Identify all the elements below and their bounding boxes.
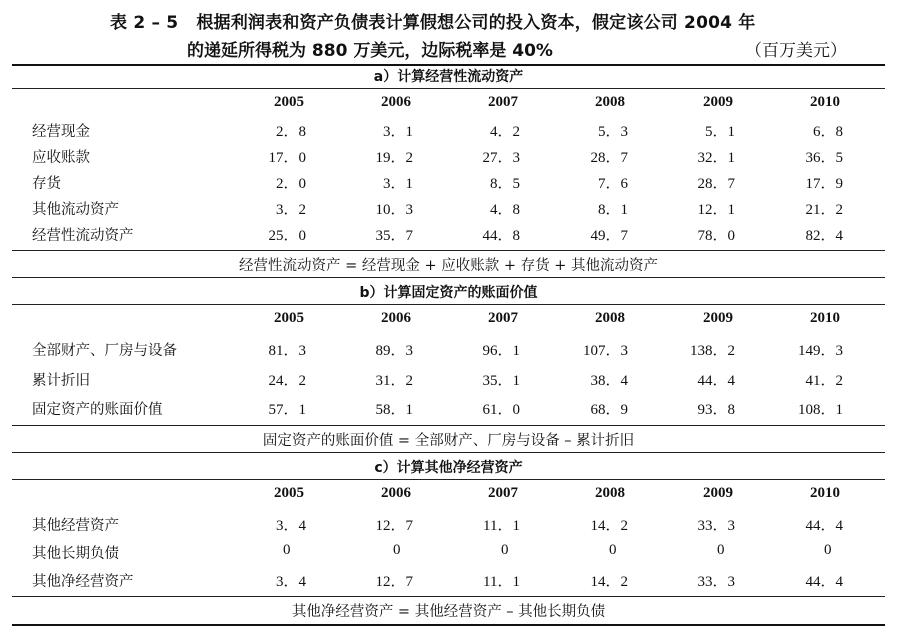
year-header-cell: 2006 (381, 94, 411, 110)
section-b-title-rule (12, 304, 885, 305)
value-cell: 7．6 (597, 176, 628, 192)
value-cell: 0 (824, 542, 832, 558)
section-a-formula: 经营性流动资产 = 经营现金 + 应收账款 + 存货 + 其他流动资产 (239, 258, 658, 274)
year-header-cell: 2009 (703, 94, 733, 110)
table-row (12, 339, 885, 361)
value-cell: 14．2 (590, 518, 628, 534)
value-cell: 149．3 (797, 343, 843, 359)
value-cell: 27．3 (482, 150, 520, 166)
section-c-top-rule (12, 452, 885, 453)
year-header-cell: 2005 (274, 94, 304, 110)
section-b-year-header (12, 310, 885, 330)
value-cell: 138．2 (689, 343, 735, 359)
value-cell: 12．1 (697, 202, 735, 218)
row-label: 累计折旧 (32, 373, 90, 389)
section-a-title-rule (12, 88, 885, 89)
row-label: 其他流动资产 (32, 202, 119, 218)
value-cell: 4．2 (489, 124, 520, 140)
year-header-cell: 2006 (381, 485, 411, 501)
value-cell: 44．8 (482, 228, 520, 244)
value-cell: 35．1 (482, 373, 520, 389)
value-cell: 36．5 (805, 150, 843, 166)
value-cell: 10．3 (375, 202, 413, 218)
year-header-cell: 2007 (488, 310, 518, 326)
value-cell: 81．3 (268, 343, 306, 359)
section-b-title: b）计算固定资产的账面价值 (359, 285, 538, 301)
section-c-title-rule (12, 479, 885, 480)
table-row (12, 542, 885, 564)
title-line-1 (110, 8, 755, 33)
value-cell: 44．4 (805, 574, 843, 590)
value-cell: 5．1 (704, 124, 735, 140)
value-cell: 6．8 (812, 124, 843, 140)
table-title (0, 6, 898, 62)
row-label: 经营现金 (32, 124, 90, 140)
table-row-total (12, 224, 885, 246)
value-cell: 3．2 (275, 202, 306, 218)
value-cell: 12．7 (375, 574, 413, 590)
value-cell: 58．1 (375, 402, 413, 418)
table-row (12, 146, 885, 168)
section-b-formula-rule (12, 425, 885, 426)
section-b-top-rule (12, 277, 885, 278)
row-label: 存货 (32, 176, 61, 192)
value-cell: 28．7 (590, 150, 628, 166)
year-header-cell: 2009 (703, 310, 733, 326)
value-cell: 21．2 (805, 202, 843, 218)
row-label: 其他经营资产 (32, 518, 119, 534)
value-cell: 33．3 (697, 518, 735, 534)
value-cell: 8．5 (489, 176, 520, 192)
table-row-total (12, 398, 885, 420)
value-cell: 0 (501, 542, 509, 558)
value-cell: 12．7 (375, 518, 413, 534)
value-cell: 0 (717, 542, 725, 558)
value-cell: 68．9 (590, 402, 628, 418)
value-cell: 33．3 (697, 574, 735, 590)
value-cell: 57．1 (268, 402, 306, 418)
row-label: 其他长期负债 (32, 546, 119, 562)
table-row (12, 172, 885, 194)
row-label: 全部财产、厂房与设备 (32, 343, 177, 359)
year-header-cell: 2007 (488, 94, 518, 110)
value-cell: 108．1 (797, 402, 843, 418)
value-cell: 49．7 (590, 228, 628, 244)
year-header-cell: 2005 (274, 485, 304, 501)
title-text-line-1: 根据利润表和资产负债表计算假想公司的投入资本，假定该公司 2004 年 (196, 13, 756, 33)
section-c-year-header (12, 485, 885, 505)
value-cell: 2．8 (275, 124, 306, 140)
value-cell: 44．4 (805, 518, 843, 534)
value-cell: 3．1 (382, 176, 413, 192)
value-cell: 78．0 (697, 228, 735, 244)
value-cell: 11．1 (483, 518, 520, 534)
value-cell: 82．4 (805, 228, 843, 244)
value-cell: 28．7 (697, 176, 735, 192)
value-cell: 19．2 (375, 150, 413, 166)
section-a-title: a）计算经营性流动资产 (373, 69, 524, 85)
value-cell: 8．1 (597, 202, 628, 218)
year-header-cell: 2005 (274, 310, 304, 326)
value-cell: 3．4 (275, 574, 306, 590)
row-label: 经营性流动资产 (32, 228, 134, 244)
value-cell: 25．0 (268, 228, 306, 244)
year-header-cell: 2007 (488, 485, 518, 501)
value-cell: 5．3 (597, 124, 628, 140)
value-cell: 35．7 (375, 228, 413, 244)
section-a-formula-rule (12, 250, 885, 251)
section-c-title: c）计算其他净经营资产 (374, 460, 523, 476)
value-cell: 96．1 (482, 343, 520, 359)
value-cell: 31．2 (375, 373, 413, 389)
table-number: 表 2 – 5 (110, 13, 179, 33)
value-cell: 24．2 (268, 373, 306, 389)
year-header-cell: 2010 (810, 94, 840, 110)
value-cell: 3．4 (275, 518, 306, 534)
value-cell: 4．8 (489, 202, 520, 218)
value-cell: 3．1 (382, 124, 413, 140)
section-c-formula-rule (12, 596, 885, 597)
value-cell: 0 (283, 542, 291, 558)
value-cell: 32．1 (697, 150, 735, 166)
year-header-cell: 2009 (703, 485, 733, 501)
value-cell: 93．8 (697, 402, 735, 418)
year-header-cell: 2008 (595, 310, 625, 326)
table-row (12, 514, 885, 536)
value-cell: 0 (609, 542, 617, 558)
row-label: 应收账款 (32, 150, 90, 166)
section-b-formula: 固定资产的账面价值 = 全部财产、厂房与设备 – 累计折旧 (262, 433, 635, 449)
bottom-rule (12, 624, 885, 626)
year-header-cell: 2010 (810, 310, 840, 326)
section-c-formula: 其他净经营资产 = 其他经营资产 – 其他长期负债 (291, 604, 606, 620)
year-header-cell: 2008 (595, 94, 625, 110)
value-cell: 89．3 (375, 343, 413, 359)
year-header-cell: 2010 (810, 485, 840, 501)
table-row (12, 198, 885, 220)
value-cell: 61．0 (482, 402, 520, 418)
value-cell: 17．0 (268, 150, 306, 166)
value-cell: 0 (393, 542, 401, 558)
value-cell: 11．1 (483, 574, 520, 590)
value-cell: 14．2 (590, 574, 628, 590)
value-cell: 41．2 (805, 373, 843, 389)
title-text-line-2: 的递延所得税为 880 万美元，边际税率是 40% (187, 41, 553, 61)
unit-label: （百万美元） (745, 41, 847, 61)
value-cell: 107．3 (582, 343, 628, 359)
year-header-cell: 2008 (595, 485, 625, 501)
value-cell: 44．4 (697, 373, 735, 389)
table-row (12, 369, 885, 391)
row-label: 其他净经营资产 (32, 574, 134, 590)
table-row (12, 120, 885, 142)
table-row-total (12, 570, 885, 592)
value-cell: 38．4 (590, 373, 628, 389)
value-cell: 2．0 (275, 176, 306, 192)
value-cell: 17．9 (805, 176, 843, 192)
row-label: 固定资产的账面价值 (32, 402, 163, 418)
year-header-cell: 2006 (381, 310, 411, 326)
section-a-year-header (12, 94, 885, 114)
